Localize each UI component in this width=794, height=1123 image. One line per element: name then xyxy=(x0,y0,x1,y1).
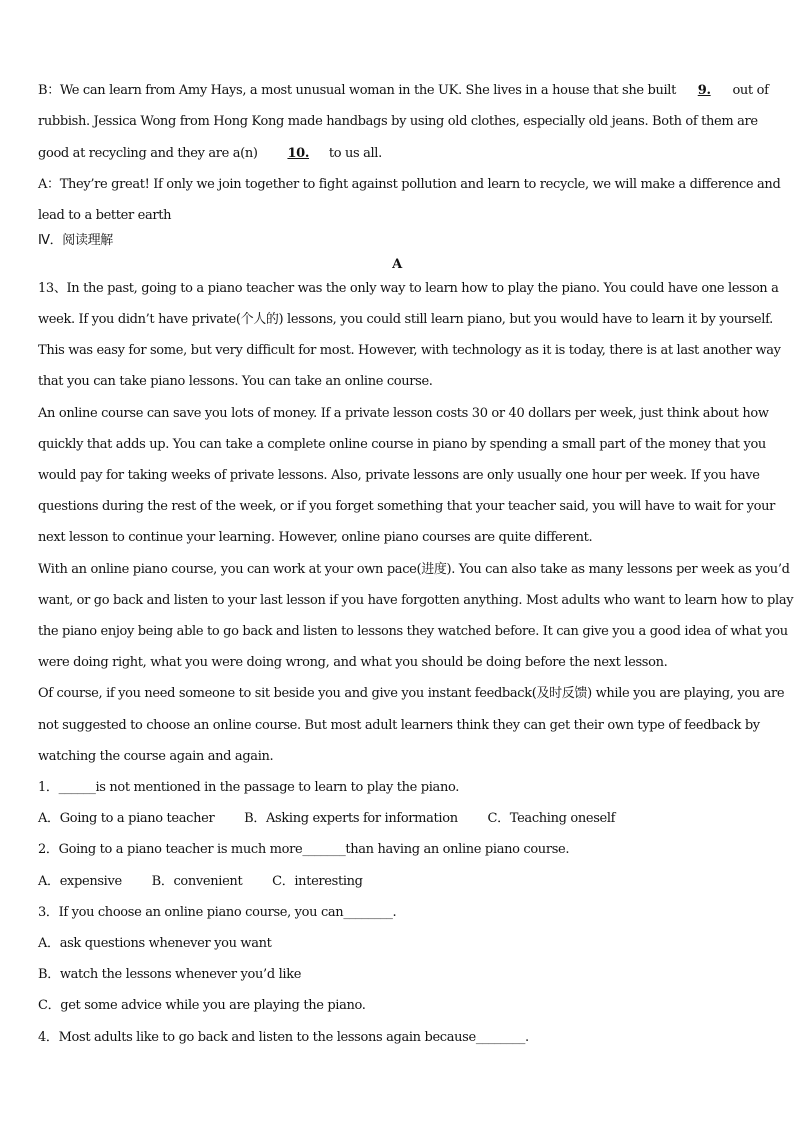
section-heading: Ⅳ．阅读理解 xyxy=(38,233,113,248)
dialogue-b-text-3b: to us all. xyxy=(328,146,382,161)
passage-line: With an online piano course, you can work at your own pace(进度). You can also take as many lessons per week as you’d xyxy=(38,562,790,577)
question-1: 1．______is not mentioned in the passage to learn to play the piano. xyxy=(38,780,460,795)
dialogue-b-text-1: B：We can learn from Amy Hays, a most unusual woman in the UK. She lives in a house that she built xyxy=(38,83,676,98)
dialogue-b-line-3 xyxy=(38,146,764,162)
question-3: 3．If you choose an online piano course, you can________. xyxy=(38,905,397,920)
question-4: 4．Most adults like to go back and listen to the lessons again because________. xyxy=(38,1030,529,1045)
passage-line: watching the course again and again. xyxy=(38,749,274,764)
q2-option-c: C．interesting xyxy=(272,874,363,889)
question-2: 2．Going to a piano teacher is much more_______than having an online piano course. xyxy=(38,842,570,857)
q1-option-c: C．Teaching oneself xyxy=(487,811,616,826)
q3-option-c: C．get some advice while you are playing the piano. xyxy=(38,998,366,1013)
passage-line: that you can take piano lessons. You can take an online course. xyxy=(38,374,433,389)
dialogue-b-text-1b: out of xyxy=(732,83,769,98)
passage-line: next lesson to continue your learning. However, online piano courses are quite different. xyxy=(38,530,593,545)
dialogue-b-text-3: good at recycling and they are a(n) xyxy=(38,146,258,161)
question-1-options xyxy=(38,811,764,827)
passage-line: Of course, if you need someone to sit beside you and give you instant feedback(及时反馈) while you are playing, you are xyxy=(38,686,785,701)
q1-option-b: B．Asking experts for information xyxy=(244,811,458,826)
q1-option-a: A．Going to a piano teacher xyxy=(38,811,215,826)
passage-line: 13、In the past, going to a piano teacher was the only way to learn how to play the piano. You could have one lesson a xyxy=(38,281,779,296)
question-2-options xyxy=(38,874,764,890)
dialogue-a-line-1: A：They’re great! If only we join together to fight against pollution and learn to recycle, we will make a difference and xyxy=(38,177,781,192)
passage-line: This was easy for some, but very difficult for most. However, with technology as it is today, there is at last another way xyxy=(38,343,781,358)
dialogue-b-line-1 xyxy=(38,83,769,99)
passage-label: A xyxy=(392,257,402,272)
passage-line: questions during the rest of the week, or if you forget something that your teacher said, you will have to wait for your xyxy=(38,499,775,514)
q3-option-a: A．ask questions whenever you want xyxy=(38,936,272,951)
passage-line: want, or go back and listen to your last lesson if you have forgotten anything. Most adults who want to learn how to play xyxy=(38,593,794,608)
dialogue-a-line-2: lead to a better earth xyxy=(38,208,172,223)
passage-line: quickly that adds up. You can take a complete online course in piano by spending a small part of the money that you xyxy=(38,437,766,452)
dialogue-b-line-2: rubbish. Jessica Wong from Hong Kong made handbags by using old clothes, especially old jeans. Both of them are xyxy=(38,114,758,129)
passage-line: An online course can save you lots of money. If a private lesson costs 30 or 40 dollars per week, just think about how xyxy=(38,406,769,421)
blank-9: 9. xyxy=(697,83,711,98)
passage-line: week. If you didn’t have private(个人的) lessons, you could still learn piano, but you would have to learn it by yourself. xyxy=(38,312,773,327)
blank-10: 10. xyxy=(287,146,310,161)
passage-line: the piano enjoy being able to go back and listen to lessons they watched before. It can give you a good idea of what you xyxy=(38,624,788,639)
q3-option-b: B．watch the lessons whenever you’d like xyxy=(38,967,302,982)
q2-option-a: A．expensive xyxy=(38,874,122,889)
passage-line: were doing right, what you were doing wrong, and what you should be doing before the next lesson. xyxy=(38,655,668,670)
q2-option-b: B．convenient xyxy=(151,874,243,889)
passage-line: not suggested to choose an online course. But most adult learners think they can get their own type of feedback by xyxy=(38,718,760,733)
passage-line: would pay for taking weeks of private lessons. Also, private lessons are only usually one hour per week. If you have xyxy=(38,468,760,483)
